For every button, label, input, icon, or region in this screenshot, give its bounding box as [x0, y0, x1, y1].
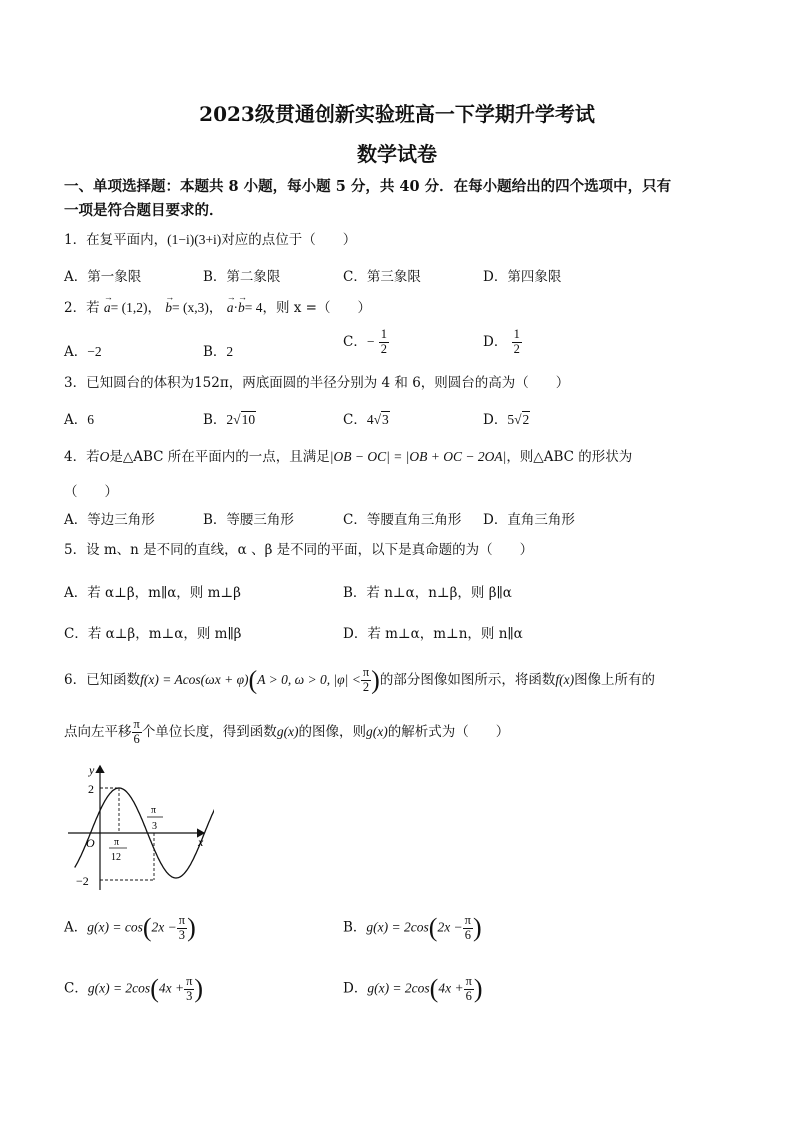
- question-1-option-a[interactable]: A．第一象限: [64, 269, 142, 285]
- option-label: D．: [483, 412, 508, 428]
- option-value: −2: [87, 344, 102, 359]
- question-5-option-d[interactable]: D．若 m⊥α，m⊥n，则 n∥α: [343, 626, 523, 642]
- radicand: 10: [241, 412, 256, 427]
- option-label: B．: [203, 412, 227, 428]
- option-value: 2: [226, 344, 234, 359]
- fraction: $\frac{\pi}{6}$: [465, 973, 472, 1003]
- question-2-option-a[interactable]: [64, 340, 102, 360]
- y-min-label: −2: [76, 874, 89, 888]
- question-4-option-a[interactable]: A．等边三角形: [64, 512, 155, 528]
- y-axis-label: y: [89, 763, 95, 777]
- tick-pi-3-num: π: [151, 805, 157, 816]
- function-definition: f(x) = Acos(ωx + φ): [140, 671, 249, 687]
- question-text: 已知函数: [86, 671, 141, 688]
- fraction: $\frac{1}{2}$: [380, 327, 388, 356]
- question-number: 1．: [64, 232, 87, 248]
- minus-sign: −: [366, 333, 375, 349]
- option-label: B．: [343, 919, 367, 936]
- question-4-option-b[interactable]: B．等腰三角形: [203, 512, 294, 528]
- dot-product-value: = 4: [244, 300, 263, 315]
- tick-pi-3-den: 3: [152, 821, 157, 832]
- question-text: 是△ABC 所在平面内的一点，且满足: [109, 449, 330, 465]
- fraction: $\frac{\pi}{3}$: [186, 973, 193, 1003]
- origin-label: O: [86, 836, 95, 850]
- question-text: 对应的点位于（ ）: [221, 232, 357, 248]
- exam-subtitle: 数学试卷: [357, 142, 437, 166]
- question-text: 个单位长度，得到函数: [141, 723, 277, 740]
- question-text: ，则 x =（ ）: [262, 300, 371, 316]
- radicand: 3: [382, 412, 389, 427]
- question-1-option-c[interactable]: C．第三象限: [343, 269, 421, 285]
- question-text: 的图像，则: [298, 723, 367, 740]
- fraction: $\frac{\pi}{6}$: [133, 717, 140, 746]
- question-2-stem: 2．若 → a= (1,2)， → b= (x,3)， → a·→ b= 4，则 x =（ ）: [64, 298, 371, 318]
- question-text: 点向左平移: [64, 723, 132, 740]
- cosine-graph: [64, 760, 214, 895]
- question-number: 5．: [64, 542, 87, 558]
- tick-pi-12-den: 12: [111, 852, 121, 863]
- option-label: D．: [483, 333, 508, 350]
- option-label: C．: [64, 980, 88, 997]
- question-5-option-c[interactable]: C．若 α⊥β，m⊥α，则 m∥β: [64, 626, 242, 642]
- vector-a-value: = (1,2): [110, 300, 148, 315]
- fraction: $\frac{1}{2}$: [513, 327, 520, 356]
- question-text: 若: [86, 300, 100, 316]
- option-label: C．: [343, 412, 367, 428]
- question-number: 2．: [64, 300, 87, 316]
- vector-b: → b: [165, 298, 172, 318]
- question-5-option-b[interactable]: B．若 n⊥α，n⊥β，则 β∥α: [343, 585, 512, 601]
- question-6-option-b[interactable]: B．g(x) = 2cos(2x − $\frac{\pi}{6}$ ): [343, 912, 482, 942]
- question-2-option-d[interactable]: [483, 328, 522, 357]
- question-4-stem: 4．若O是△ABC 所在平面内的一点，且满足|OB − OC| = |OB + OC − 2OA|，则△ABC 的形状为: [64, 449, 633, 465]
- option-value: 6: [87, 412, 94, 427]
- question-4-option-d[interactable]: D．直角三角形: [483, 512, 575, 528]
- question-2-option-b[interactable]: [203, 340, 233, 360]
- vector-a: → a: [104, 298, 111, 318]
- question-number: 6．: [64, 671, 87, 688]
- fraction: $\frac{\pi}{3}$: [178, 912, 186, 942]
- vector-a: → a: [227, 298, 234, 318]
- question-text: 设 m、n 是不同的直线，α 、β 是不同的平面，以下是真命题的为（ ）: [86, 542, 534, 558]
- question-3-option-b[interactable]: B．2√10: [203, 412, 256, 428]
- question-3-stem: [64, 373, 569, 393]
- option-label: D．: [343, 980, 368, 997]
- question-6-option-c[interactable]: C．g(x) = 2cos(4x + $\frac{\pi}{3}$ ): [64, 973, 204, 1003]
- question-text: 的部分图像如图所示，将函数: [379, 671, 556, 688]
- question-6-option-a[interactable]: A．g(x) = cos(2x − $\frac{\pi}{3}$ ): [64, 912, 196, 942]
- question-6-stem-line1: 6．已知函数f(x) = Acos(ωx + φ)(A > 0, ω > 0, |φ| < $\frac{\pi}{2}$ )的部分图像如图所示，将函数f(x)图像上所有的: [64, 665, 656, 695]
- vector-b: → b: [238, 298, 245, 318]
- question-4-paren: （ ）: [64, 484, 118, 500]
- vector-b-value: = (x,3): [172, 300, 209, 315]
- option-label: A．: [64, 919, 88, 936]
- question-text: 在复平面内，: [86, 232, 168, 248]
- question-1-option-d[interactable]: D．第四象限: [483, 269, 562, 285]
- question-3-option-d[interactable]: D．5√2: [483, 412, 530, 428]
- question-number: 3．: [64, 375, 87, 391]
- question-6-stem-line2: 点向左平移 $\frac{\pi}{6}$ 个单位长度，得到函数g(x)的图像，则g(x)的解析式为（ ）: [64, 717, 510, 746]
- math-expression: (1−i)(3+i): [167, 232, 222, 247]
- question-text: 已知圆台的体积为152π，两底面圆的半径分别为 4 和 6，则圆台的高为（ ）: [86, 375, 570, 391]
- question-text: ，则△ABC 的形状为: [506, 449, 633, 465]
- question-number: 4．: [64, 449, 87, 465]
- section-heading-line2: 一项是符合题目要求的．: [64, 202, 224, 219]
- vector-expression: |OB − OC| = |OB + OC − 2OA|: [329, 449, 507, 464]
- question-2-option-c[interactable]: [343, 328, 389, 357]
- fraction: $\frac{\pi}{2}$: [362, 665, 370, 694]
- option-label: B．: [203, 344, 227, 360]
- y-max-label: 2: [88, 782, 94, 796]
- question-5-stem: [64, 540, 533, 560]
- question-1-stem: [64, 230, 356, 250]
- exam-title: 2023级贯通创新实验班高一下学期升学考试: [199, 102, 595, 126]
- option-label: A．: [64, 344, 88, 360]
- question-5-option-a[interactable]: A．若 α⊥β，m∥α，则 m⊥β: [64, 585, 241, 601]
- question-6-option-d[interactable]: D．g(x) = 2cos(4x + $\frac{\pi}{6}$ ): [343, 973, 483, 1003]
- question-3-option-c[interactable]: C．4√3: [343, 412, 389, 428]
- option-label: A．: [64, 412, 88, 428]
- tick-pi-12-num: π: [114, 837, 120, 848]
- section-heading-line1: 一、单项选择题：本题共 8 小题，每小题 5 分，共 40 分．在每小题给出的四个选项中，只有: [64, 178, 672, 195]
- question-3-option-a[interactable]: [64, 408, 94, 428]
- fraction: $\frac{\pi}{6}$: [464, 912, 471, 942]
- question-text: 的解析式为（ ）: [387, 723, 510, 740]
- condition: A > 0, ω > 0, |φ| <: [257, 671, 361, 687]
- question-text: 若: [86, 449, 100, 465]
- option-label: C．: [343, 333, 367, 350]
- radicand: 2: [522, 412, 530, 427]
- question-4-option-c[interactable]: C．等腰直角三角形: [343, 512, 462, 528]
- x-axis-label: x: [198, 835, 204, 849]
- question-text: 图像上所有的: [574, 671, 656, 688]
- question-1-option-b[interactable]: B．第二象限: [203, 269, 281, 285]
